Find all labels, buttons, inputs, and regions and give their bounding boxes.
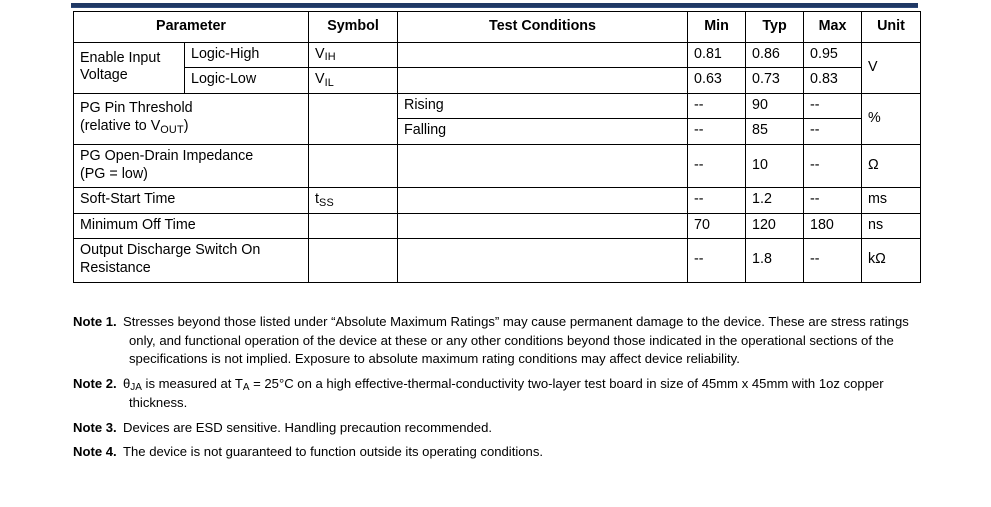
max-value: -- bbox=[804, 188, 862, 213]
param-line2: Voltage bbox=[80, 67, 128, 84]
table-row bbox=[74, 239, 921, 283]
typ-value: 120 bbox=[746, 213, 804, 238]
symbol-empty bbox=[309, 93, 398, 144]
table-row bbox=[74, 188, 921, 213]
theta-subscript: JA bbox=[130, 382, 142, 394]
typ-value: 1.8 bbox=[746, 239, 804, 283]
max-value: -- bbox=[804, 93, 862, 118]
unit-value: V bbox=[862, 43, 921, 94]
table-header-row bbox=[74, 12, 921, 43]
unit-value: % bbox=[862, 93, 921, 144]
min-value: -- bbox=[688, 119, 746, 144]
param-pg-open-drain-impedance bbox=[74, 144, 309, 188]
unit-value: ms bbox=[862, 188, 921, 213]
symbol-base: V bbox=[315, 71, 325, 88]
min-value: 0.81 bbox=[688, 43, 746, 68]
notes-section bbox=[73, 313, 928, 463]
min-value: 70 bbox=[688, 213, 746, 238]
note-3 bbox=[73, 419, 928, 438]
test-conditions-cell bbox=[398, 213, 688, 238]
column-header-unit: Unit bbox=[862, 12, 921, 43]
typ-value: 85 bbox=[746, 119, 804, 144]
symbol-subscript: SS bbox=[319, 196, 334, 209]
note-4 bbox=[73, 443, 928, 462]
note-3-text: Devices are ESD sensitive. Handling precaution recommended. bbox=[123, 419, 492, 435]
table-row bbox=[74, 93, 921, 118]
symbol-subscript: IL bbox=[324, 76, 335, 89]
param-line2: (PG = low) bbox=[80, 165, 148, 182]
test-conditions-falling: Falling bbox=[398, 119, 688, 144]
test-conditions-cell bbox=[398, 144, 688, 188]
test-conditions-rising: Rising bbox=[398, 93, 688, 118]
note-1 bbox=[73, 313, 928, 369]
symbol-vih bbox=[309, 43, 398, 68]
specification-table bbox=[73, 11, 921, 283]
ta-subscript: A bbox=[242, 382, 250, 394]
param-line2-post: ) bbox=[183, 118, 189, 135]
param-output-discharge-switch-on-resistance bbox=[74, 239, 309, 283]
symbol-base: V bbox=[315, 46, 325, 62]
symbol-empty bbox=[309, 213, 398, 238]
theta-symbol: θ bbox=[123, 376, 131, 392]
min-value: -- bbox=[688, 144, 746, 188]
table-row bbox=[74, 144, 921, 188]
test-conditions-cell bbox=[398, 43, 688, 68]
param-soft-start-time: Soft-Start Time bbox=[74, 188, 309, 213]
note-2 bbox=[73, 375, 928, 412]
symbol-tss bbox=[309, 188, 398, 213]
param-line2-subscript: OUT bbox=[160, 123, 184, 136]
max-value: 180 bbox=[804, 213, 862, 238]
max-value: -- bbox=[804, 144, 862, 188]
column-header-symbol: Symbol bbox=[309, 12, 398, 43]
subparam-logic-low: Logic-Low bbox=[185, 68, 309, 93]
symbol-empty bbox=[309, 144, 398, 188]
table-row bbox=[74, 213, 921, 238]
column-header-typ: Typ bbox=[746, 12, 804, 43]
note-2-label: Note 2. bbox=[73, 376, 117, 392]
unit-value: ns bbox=[862, 213, 921, 238]
note-1-text: Stresses beyond those listed under “Absolute Maximum Ratings” may cause permanent damage to the device. These are stress ratings only, and functional operation of the device at these or any other conditions beyond those indicated in the operational sections of the specifications is not implied. Exposure to absolute maximum rating conditions may affect device reliability. bbox=[123, 314, 909, 367]
min-value: -- bbox=[688, 239, 746, 283]
column-header-max: Max bbox=[804, 12, 862, 43]
column-header-test-conditions: Test Conditions bbox=[398, 12, 688, 43]
typ-value: 90 bbox=[746, 93, 804, 118]
param-line2-pre: (relative to V bbox=[80, 118, 161, 135]
typ-value: 10 bbox=[746, 144, 804, 188]
note-2-mid: is measured at T bbox=[141, 376, 243, 392]
max-value: 0.83 bbox=[804, 68, 862, 93]
param-line1: Enable Input bbox=[80, 49, 161, 66]
param-line2: Resistance bbox=[80, 260, 151, 277]
table-row bbox=[74, 43, 921, 68]
note-4-label: Note 4. bbox=[73, 444, 117, 460]
note-1-label: Note 1. bbox=[73, 314, 117, 329]
max-value: -- bbox=[804, 239, 862, 283]
note-3-label: Note 3. bbox=[73, 419, 117, 435]
param-enable-input-voltage bbox=[74, 43, 185, 94]
unit-value: Ω bbox=[862, 144, 921, 188]
param-line1: PG Pin Threshold bbox=[80, 100, 193, 117]
subparam-logic-high: Logic-High bbox=[185, 43, 309, 68]
specification-table-wrapper bbox=[73, 11, 920, 283]
param-minimum-off-time: Minimum Off Time bbox=[74, 213, 309, 238]
table-row bbox=[74, 68, 921, 93]
header-rule-thin bbox=[71, 7, 918, 8]
column-header-min: Min bbox=[688, 12, 746, 43]
min-value: -- bbox=[688, 188, 746, 213]
param-line2 bbox=[80, 118, 189, 134]
symbol-vil bbox=[309, 68, 398, 93]
typ-value: 0.86 bbox=[746, 43, 804, 68]
max-value: 0.95 bbox=[804, 43, 862, 68]
test-conditions-cell bbox=[398, 188, 688, 213]
param-line1: Output Discharge Switch On bbox=[80, 242, 261, 259]
param-line1: PG Open-Drain Impedance bbox=[80, 147, 254, 164]
symbol-subscript: IH bbox=[324, 51, 336, 64]
unit-value: kΩ bbox=[862, 239, 921, 283]
typ-value: 1.2 bbox=[746, 188, 804, 213]
max-value: -- bbox=[804, 119, 862, 144]
test-conditions-cell bbox=[398, 68, 688, 93]
symbol-base: t bbox=[315, 191, 319, 208]
param-pg-pin-threshold bbox=[74, 93, 309, 144]
symbol-empty bbox=[309, 239, 398, 283]
test-conditions-cell bbox=[398, 239, 688, 283]
min-value: 0.63 bbox=[688, 68, 746, 93]
column-header-parameter: Parameter bbox=[74, 12, 309, 43]
note-2-tail: = 25°C on a high effective-thermal-conductivity two-layer test board in size of 45mm x 45mm with 1oz copper thickness. bbox=[129, 376, 884, 410]
note-4-text: The device is not guaranteed to function outside its operating conditions. bbox=[123, 444, 543, 460]
typ-value: 0.73 bbox=[746, 68, 804, 93]
note-2-text bbox=[123, 376, 884, 410]
min-value: -- bbox=[688, 93, 746, 118]
